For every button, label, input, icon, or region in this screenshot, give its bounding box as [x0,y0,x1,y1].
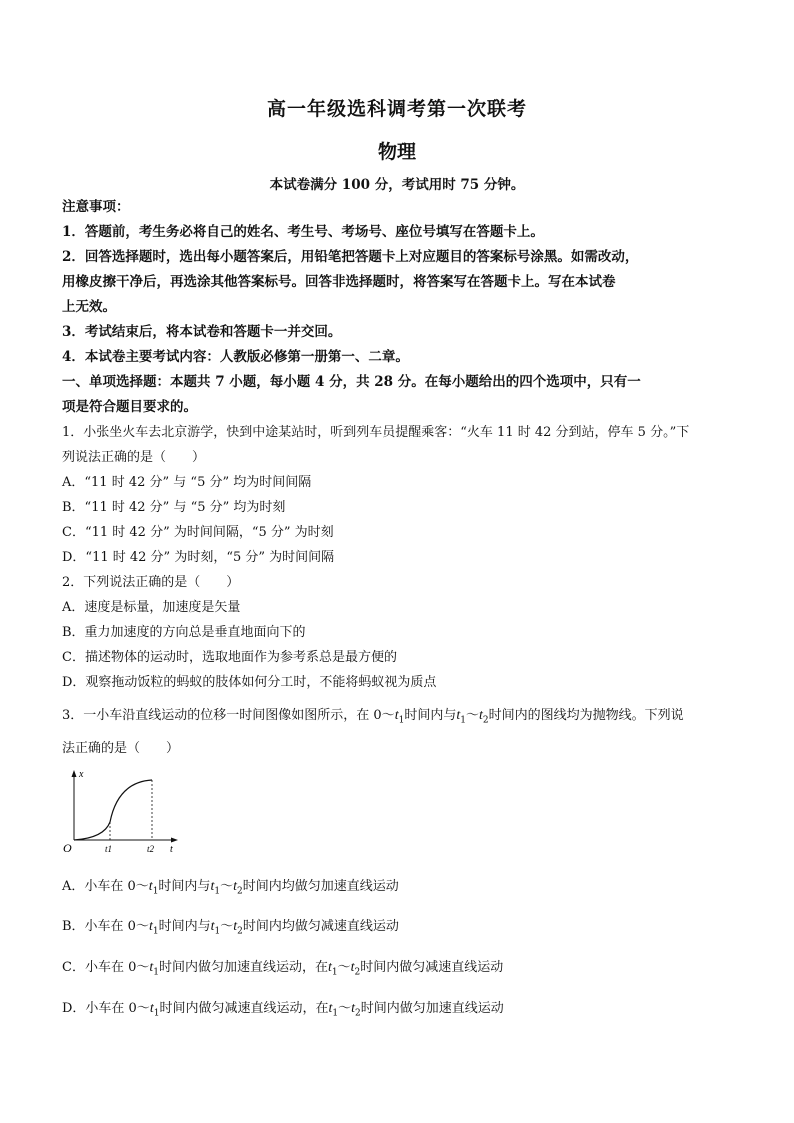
q3-option-c: C．小车在 $0\sim t_1$时间内做匀加速直线运动，在$t_1\sim t_2$时间内做匀减速直线运动 [62,960,504,978]
exam-subject: 物理 [377,141,416,163]
exam-title: 高一年级选科调考第一次联考 [266,98,527,120]
note-item-2-cont: 用橡皮擦干净后，再选涂其他答案标号。回答非选择题时，将答案写在答题卡上。写在本试卷 [62,274,616,290]
note-item-3: 3．考试结束后，将本试卷和答题卡一并交回。 [62,324,342,340]
q3-stem-cont: 法正确的是（ ） [62,741,180,756]
section-heading-cont: 项是符合题目要求的。 [62,399,197,415]
exam-meta: 本试卷满分 100 分，考试用时 75 分钟。 [269,177,525,193]
note-item-4: 4．本试卷主要考试内容：人教版必修第一册第一、二章。 [62,349,409,365]
note-item-1: 1．答题前，考生务必将自己的姓名、考生号、考场号、座位号填写在答题卡上。 [62,224,544,240]
q1-option-c: C．“11 时 42 分” 为时间间隔，“5 分” 为时刻 [62,525,334,540]
q2-option-b: B．重力加速度的方向总是垂直地面向下的 [62,625,306,640]
y-axis-label: x [79,769,84,780]
tick-t1: t1 [105,844,113,854]
x-axis-label: t [170,844,173,855]
q1-stem: 1．小张坐火车去北京游学，快到中途某站时，听到列车员提醒乘客：“火车 11 时 42 分到站，停车 5 分。”下 [62,425,690,440]
q3-option-d: D．小车在 $0\sim t_1$时间内做匀减速直线运动，在$t_1\sim t_2$时间内做匀加速直线运动 [62,1001,504,1019]
q1-option-a: A．“11 时 42 分” 与 “5 分” 均为时间间隔 [62,475,312,490]
q1-option-d: D．“11 时 42 分” 为时刻，“5 分” 为时间间隔 [62,550,335,565]
note-item-2-end: 上无效。 [62,299,116,315]
q2-option-c: C．描述物体的运动时，选取地面作为参考系总是最方便的 [62,650,397,665]
q2-stem: 2．下列说法正确的是（ ） [62,575,240,590]
q3-option-a: A．小车在 $0\sim t_1$时间内与$t_1\sim t_2$时间内均做匀加速直线运动 [62,879,399,897]
q3-stem: 3．一小车沿直线运动的位移一时间图像如图所示，在 $0\sim t_1$时间内与$t_1\sim t_2$时间内的图线均为抛物线。下列说 [62,708,684,726]
notes-heading: 注意事项： [62,199,130,215]
q2-option-d: D．观察拖动饭粒的蚂蚁的肢体如何分工时，不能将蚂蚁视为质点 [62,675,437,690]
q1-option-b: B．“11 时 42 分” 与 “5 分” 均为时刻 [62,500,286,515]
y-axis-arrow [72,770,77,777]
q1-stem-cont: 列说法正确的是（ ） [62,450,206,465]
x-t-curve [74,780,152,840]
q3-position-time-graph [60,768,190,858]
q3-option-b: B．小车在 $0\sim t_1$时间内与$t_1\sim t_2$时间内均做匀减速直线运动 [62,919,399,937]
q2-option-a: A．速度是标量，加速度是矢量 [62,600,241,615]
section-heading: 一、单项选择题：本题共 7 小题，每小题 4 分，共 28 分。在每小题给出的四个选项中，只有一 [62,374,641,390]
note-item-2: 2．回答选择题时，选出每小题答案后，用铅笔把答题卡上对应题目的答案标号涂黑。如需改动， [62,249,639,265]
tick-t2: t2 [147,844,155,854]
x-axis-arrow [171,838,178,843]
origin-label: O [63,841,72,855]
